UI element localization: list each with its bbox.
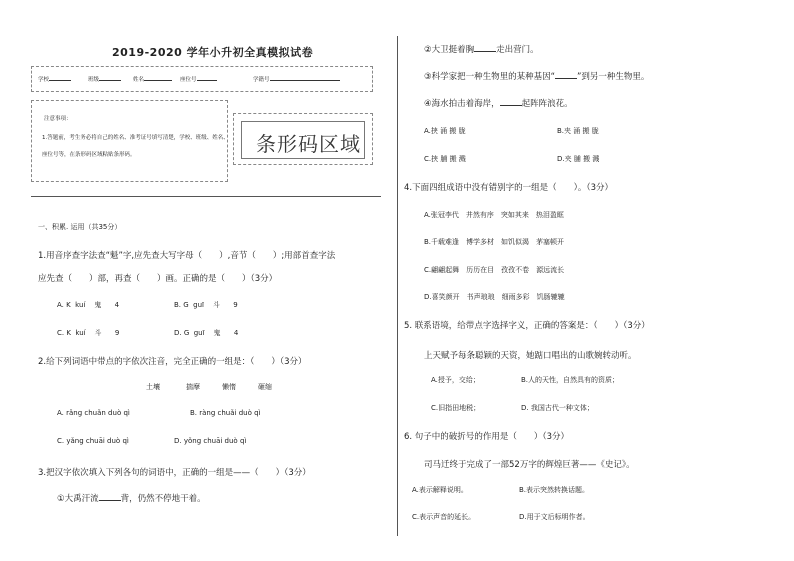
q4-option-b[interactable]: B.千载难逢 博学多材 如饥似渴 茅塞顿开 bbox=[424, 238, 565, 246]
q1-option-a[interactable]: A. K kuí 鬼 4 bbox=[57, 301, 120, 309]
q3-stem: 3.把汉字依次填入下列各句的词语中，正确的一组是——（ ）（3分） bbox=[38, 468, 311, 478]
q1-option-d[interactable]: D. G guī 鬼 4 bbox=[174, 329, 239, 337]
q2-word-2: 揣摩 bbox=[186, 383, 200, 391]
header-divider bbox=[31, 196, 381, 197]
q5-option-a[interactable]: A.授予，交给； bbox=[431, 376, 480, 384]
q6-stem: 6. 句子中的破折号的作用是（ ）（3分） bbox=[404, 432, 569, 442]
q2-word-1: 土壤 bbox=[146, 383, 160, 391]
q2-option-c[interactable]: C. yǎng chuāi duò qì bbox=[57, 437, 129, 445]
q1-option-c[interactable]: C. K kuí 斗 9 bbox=[57, 329, 120, 337]
q4-option-d[interactable]: D.喜笑颜开 书声琅琅 细雨多彩 饥肠辘辘 bbox=[424, 293, 565, 301]
q4-stem: 4.下面四组成语中没有错别字的一组是（ ）。（3分） bbox=[404, 183, 614, 193]
class-field[interactable]: 班级 bbox=[88, 75, 121, 83]
q5-option-c[interactable]: C.旧指田地税； bbox=[431, 404, 481, 412]
exam-title: 2019-2020 学年小升初全真模拟试卷 bbox=[112, 46, 314, 59]
q6-option-c[interactable]: C.表示声音的延长。 bbox=[412, 513, 476, 521]
q2-word-3: 懒惰 bbox=[222, 383, 236, 391]
q2-option-a[interactable]: A. rǎng chuǎn duò qì bbox=[57, 409, 130, 417]
q5-option-b[interactable]: B.人的天性，自然具有的资质； bbox=[521, 376, 620, 384]
q3-blank-2[interactable] bbox=[474, 51, 496, 52]
q3-blank-4[interactable] bbox=[500, 105, 522, 106]
notice-line-1: 1.答题前，考生务必将自己的姓名、准考证号填写清楚，学校、班级、姓名、 bbox=[42, 135, 229, 141]
q1-line-2: 应先查（ ）部，再查（ ）画。正确的是（ ）（3分） bbox=[38, 274, 278, 284]
q5-sentence: 上天赋予每条聪颖的天资，她踮口唱出的山歌婉转动听。 bbox=[424, 351, 637, 361]
school-field[interactable]: 学校 bbox=[38, 75, 71, 83]
barcode-label: 条形码区域 bbox=[256, 132, 361, 156]
q3-sentence-4: ④海水拍击着海岸， 起阵阵浪花。 bbox=[424, 99, 573, 109]
q2-option-b[interactable]: B. ràng chuǎi duò qì bbox=[190, 409, 261, 417]
q3-blank-1[interactable] bbox=[99, 500, 121, 501]
q1-line-1: 1.用音序查字法查“魁”字,应先查大写字母（ ）,音节（ ）;用部首查字法 bbox=[38, 251, 336, 261]
q3-sentence-3: ③科学家把一种生物里的某种基因“ ”到另一种生物里。 bbox=[424, 72, 650, 82]
q3-sentence-2: ②大卫挺着胸 走出营门。 bbox=[424, 45, 539, 55]
q2-word-4: 砸缩 bbox=[258, 383, 272, 391]
q3-blank-3[interactable] bbox=[555, 78, 577, 79]
q4-option-a[interactable]: A.张冠李代 井然有序 突如其来 热泪盈眶 bbox=[424, 211, 564, 219]
q3-option-b[interactable]: B.夹 涌 搬 胧 bbox=[557, 127, 599, 135]
q3-option-d[interactable]: D.夹 脯 搬 溅 bbox=[557, 155, 600, 163]
q2-stem: 2.给下列词语中带点的字依次注音，完全正确的一组是：（ ）（3分） bbox=[38, 357, 307, 367]
q6-option-d[interactable]: D.用于文后标明作者。 bbox=[519, 513, 590, 521]
column-divider bbox=[397, 36, 398, 536]
notice-title: 注意事项： bbox=[44, 116, 72, 122]
q2-option-d[interactable]: D. yǒng chuāi duò qì bbox=[174, 437, 247, 445]
q6-option-a[interactable]: A.表示解释说明。 bbox=[412, 486, 468, 494]
q3-sentence-1: ①大禹汗流 背，仍然不停地干着。 bbox=[57, 494, 206, 504]
section-heading: 一、积累. 运用（共35分） bbox=[38, 223, 122, 231]
notice-box bbox=[31, 100, 228, 182]
q5-option-d[interactable]: D. 我国古代一种文体； bbox=[521, 404, 594, 412]
q4-option-c[interactable]: C.翩翩起舞 历历在目 孜孜不卷 源远流长 bbox=[424, 266, 565, 274]
seat-field[interactable]: 座位号 bbox=[180, 75, 217, 83]
notice-line-2: 座位号等，在条形码区域粘贴条形码。 bbox=[42, 152, 136, 158]
student-id-field[interactable]: 学籍号 bbox=[253, 75, 340, 83]
q3-option-c[interactable]: C.挟 脯 搬 溅 bbox=[424, 155, 466, 163]
q5-stem: 5. 联系语境，给带点字选择字义，正确的答案是：（ ）（3分） bbox=[404, 321, 650, 331]
q1-option-b[interactable]: B. G guī 斗 9 bbox=[174, 301, 238, 309]
q6-sentence: 司马迁终于完成了一部52万字的辉煌巨著——《史记》。 bbox=[424, 460, 635, 470]
name-field[interactable]: 姓名 bbox=[133, 75, 172, 83]
q6-option-b[interactable]: B.表示突然转换话题。 bbox=[519, 486, 590, 494]
q3-option-a[interactable]: A.挟 涌 搬 胧 bbox=[424, 127, 466, 135]
